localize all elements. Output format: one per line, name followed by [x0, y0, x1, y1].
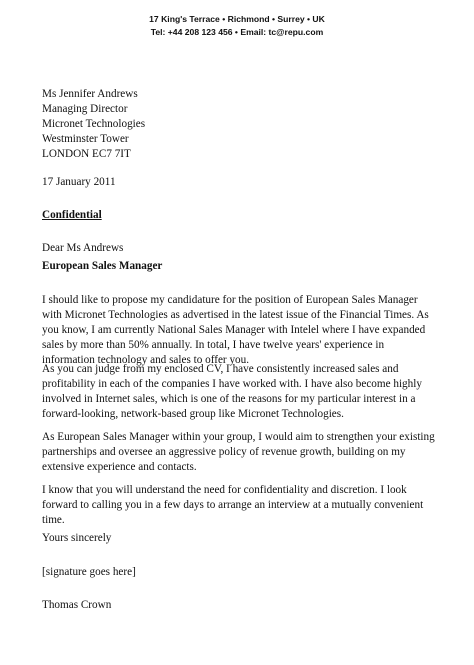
closing: Yours sincerely	[42, 532, 112, 544]
salutation: Dear Ms Andrews	[42, 242, 124, 254]
signer-name: Thomas Crown	[42, 599, 112, 611]
recipient-title: Managing Director	[42, 103, 128, 115]
subject-line: European Sales Manager	[42, 260, 163, 272]
body-paragraph-4: I know that you will understand the need for confidentiality and discretion. I look forward to calling you in a few days to arrange an interview at a mutually convenient time.	[42, 484, 424, 526]
recipient-building: Westminster Tower	[42, 133, 129, 145]
signature-placeholder: [signature goes here]	[42, 566, 136, 578]
recipient-name: Ms Jennifer Andrews	[42, 88, 138, 100]
recipient-address	[42, 87, 462, 162]
body-paragraph-3: As European Sales Manager within your group, I would aim to strengthen your existing partnerships and oversee an aggressive policy of revenue growth, building on my extensive experience and contacts.	[42, 431, 435, 473]
letterhead-address: 17 King's Terrace • Richmond • Surrey • UK	[149, 14, 325, 24]
letterhead-contact: Tel: +44 208 123 456 • Email: tc@repu.com	[150, 27, 324, 37]
body-paragraph-1: I should like to propose my candidature for the position of European Sales Manager with Micronet Technologies as advertised in the latest issue of the Financial Times. As you know, I am currently National Sales Manager with Intelel where I have expanded sales by more than 50% annually. In total, I have twelve years' experience in information technology and sales to offer you.	[42, 294, 429, 366]
body-paragraph-2: As you can judge from my enclosed CV, I have consistently increased sales and profitability in each of the companies I have worked with. I have also become highly involved in Internet sales, which is one of the reasons for my particular interest in a forward-looking, network-based group like Micronet Technologies.	[42, 363, 422, 420]
recipient-company: Micronet Technologies	[42, 118, 146, 130]
confidential-marker: Confidential	[42, 209, 102, 221]
letter-date: 17 January 2011	[42, 176, 116, 188]
letterhead	[0, 13, 474, 39]
recipient-city: LONDON EC7 7IT	[42, 148, 131, 160]
